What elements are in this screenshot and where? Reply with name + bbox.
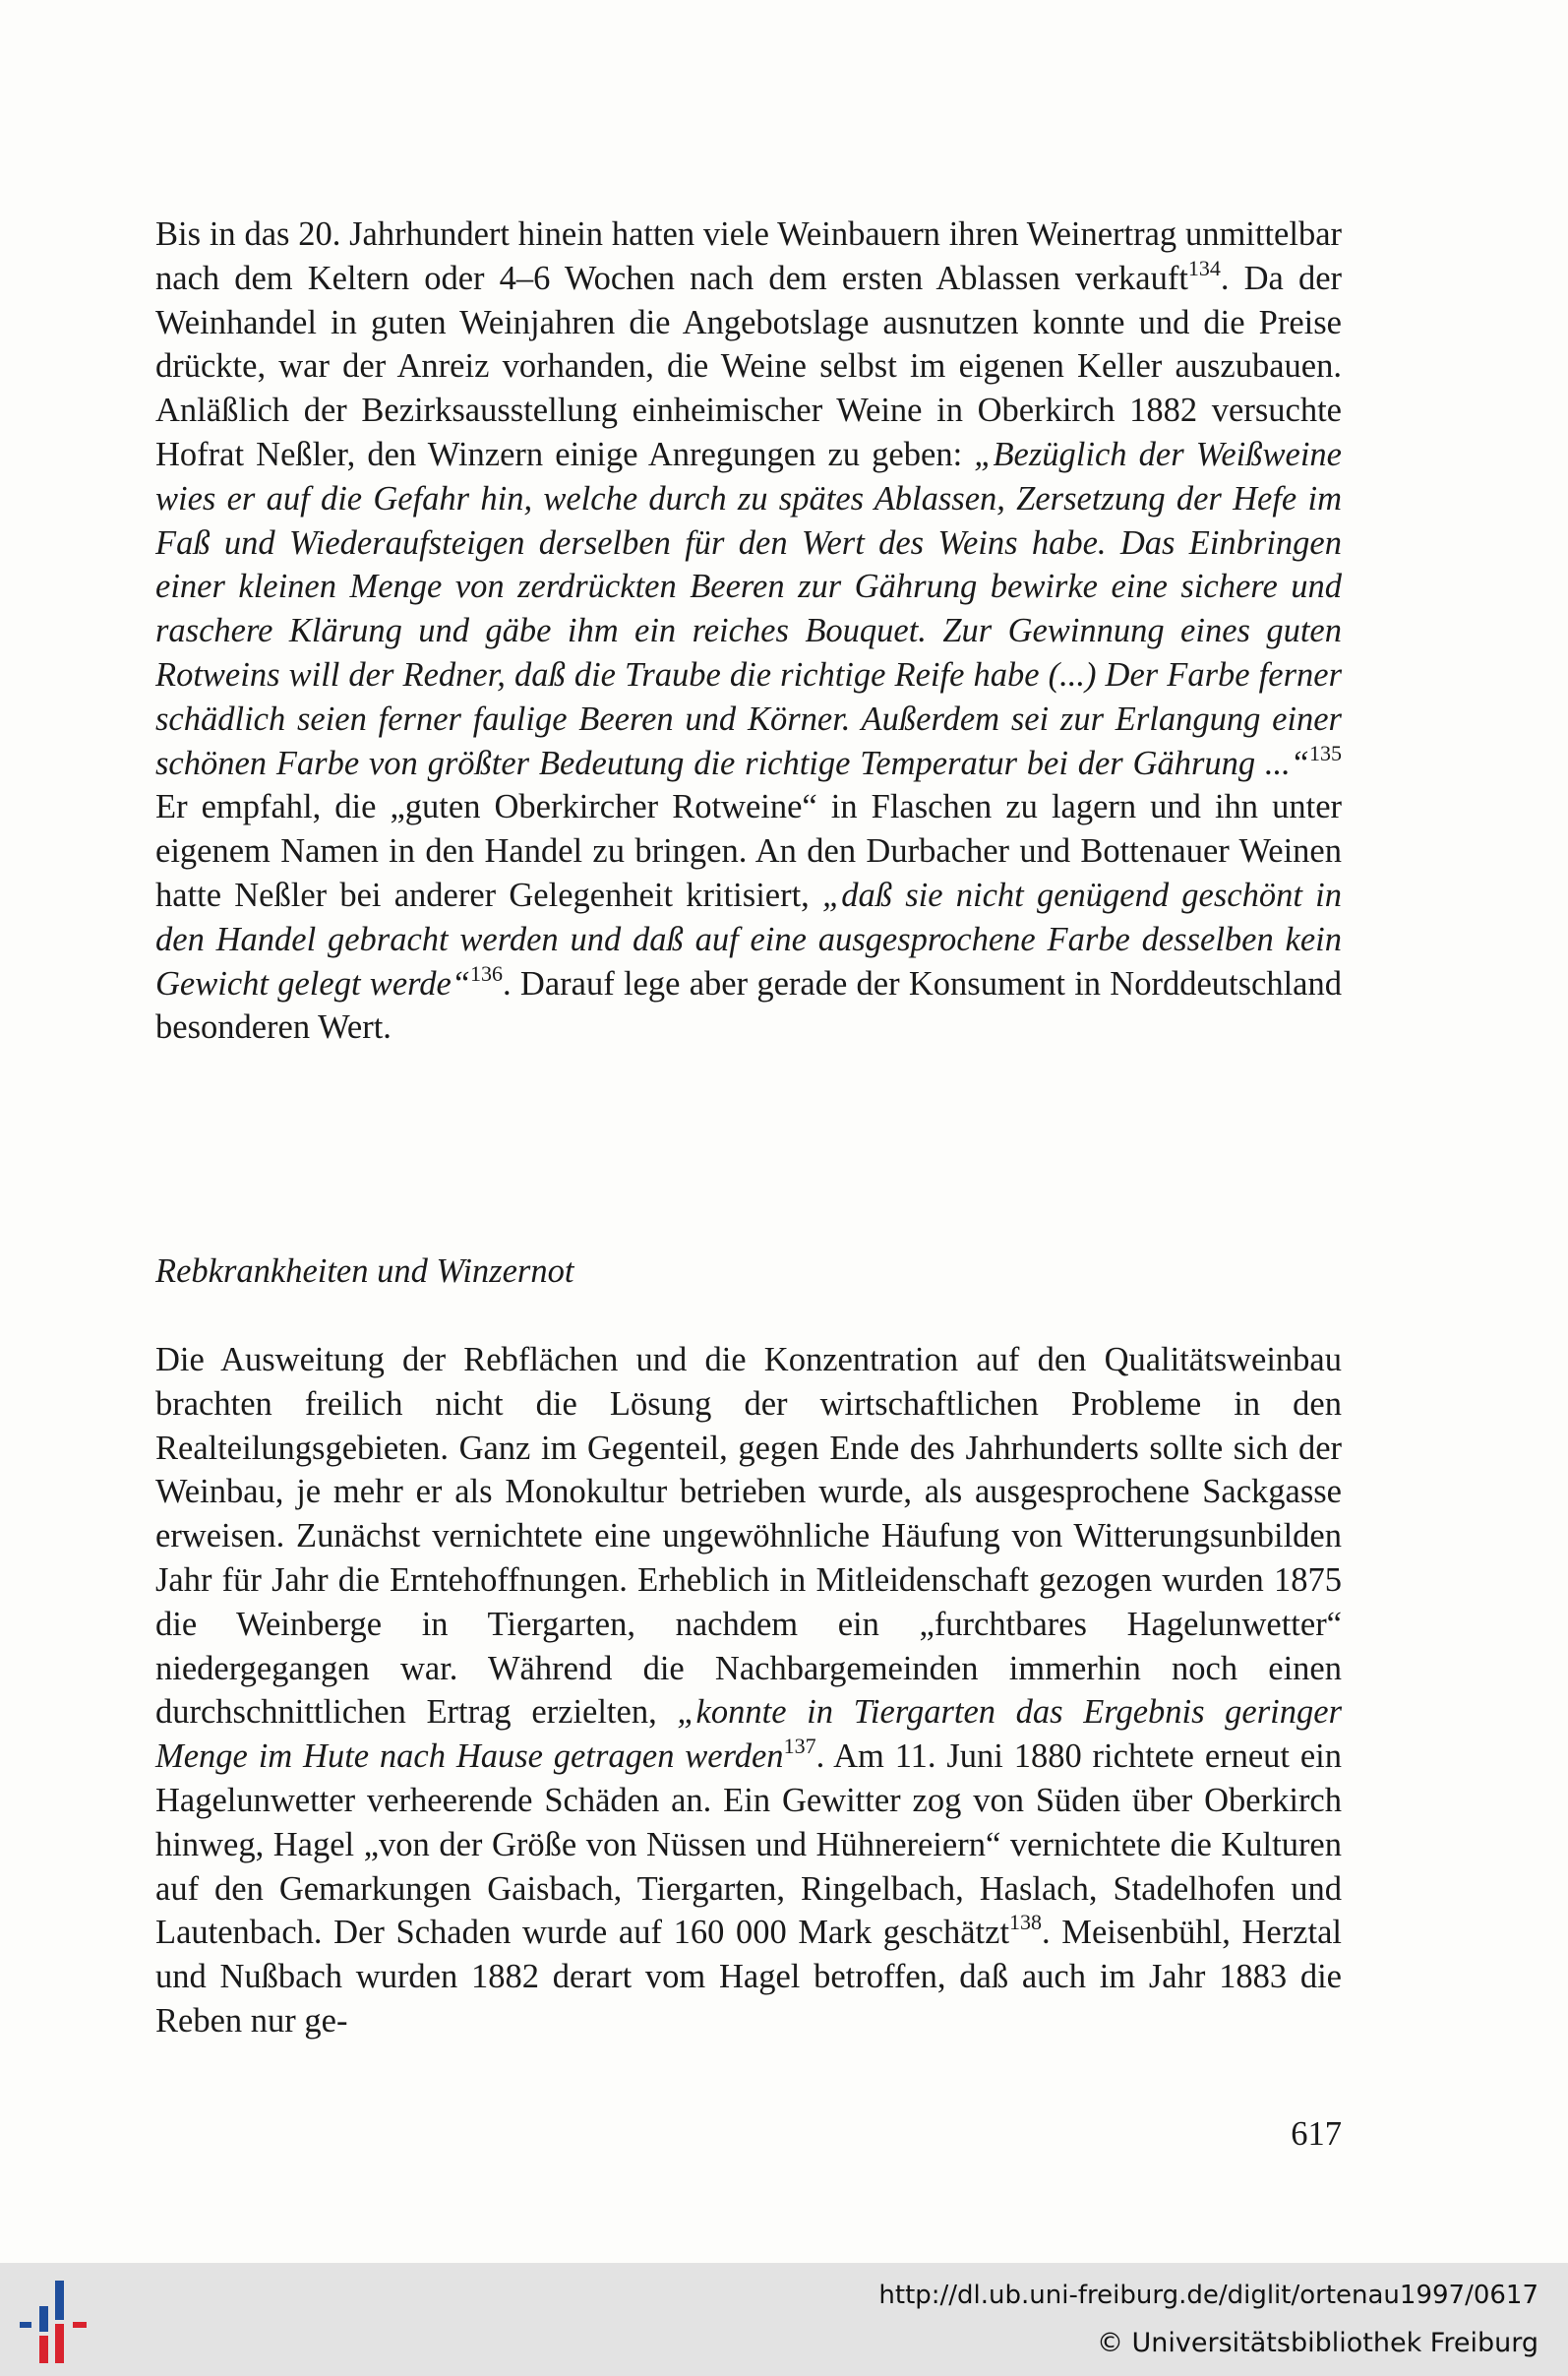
text-run: . Meisenbühl, Herztal und Nußbach wurden 1882 derart vom Hagel betroffen, daß auch im Jahr 1883 die Reben nur ge- [155,1914,1342,2040]
ub-freiburg-logo-icon [14,2277,102,2367]
footnote-ref: 134 [1187,255,1221,280]
footnote-ref: 135 [1309,740,1342,765]
text-run: . Am 11. Juni 1880 richtete erneut ein Hagelunwetter verheerende Schäden an. Ein Gewitter zog von Süden über Oberkirch hinweg, Hagel „von der Größe von Nüssen und Hühnereiern“ vernichtete die Kulturen auf den Gemarkungen Gaisbach, Tiergarten, Ringelbach, Haslach, Stadelhofen und Lautenbach. Der Schaden wurde auf 160 000 Mark geschätzt [155,1737,1343,1952]
permalink-url[interactable]: http://dl.ub.uni-freiburg.de/diglit/ortenau1997/0617 [878,2281,1538,2310]
section-heading: Rebkrankheiten und Winzernot [155,1252,574,1290]
quotation: „daß sie nicht genügend geschönt in den Handel gebracht werden und daß auf eine ausgesprochene Farbe desselben kein Gewicht gelegt werde“ [155,876,1343,1003]
text-run: Er empfahl, die „guten Oberkircher Rotweine“ in Flaschen zu lagern und ihn unter eigenem Namen in den Handel zu bringen. An den Durbacher und Bottenauer Weinen hatte Neßler bei anderer Gelegenheit kritisiert, [155,788,1342,914]
page-number: 617 [1291,2115,1342,2153]
body-paragraph-2 [155,1338,1342,2043]
body-paragraph-1 [155,213,1342,1050]
quotation: „Bezüglich der Weißweine wies er auf die Gefahr hin, welche durch zu spätes Ablassen, Zersetzung der Hefe im Faß und Wiederaufsteigen derselben für den Wert des Weins habe. Das Einbringen einer kleinen Menge von zerdrückten Beeren zur Gährung bewirke eine sichere und raschere Klärung und gäbe ihm ein reiches Bouquet. Zur Gewinnung eines guten Rotweins will der Redner, daß die Traube die richtige Reife habe (...) Der Farbe ferner schädlich seien ferner faulige Beeren und Körner. Außerdem sei zur Erlangung einer schönen Farbe von größter Bedeutung die richtige Temperatur bei der Gährung ...“ [155,435,1342,782]
copyright-notice: © Universitätsbibliothek Freiburg [1096,2328,1538,2358]
footer-bar [0,2263,1568,2376]
footnote-ref: 137 [783,1734,816,1759]
footnote-ref: 136 [470,960,504,986]
text-run: Die Ausweitung der Rebflächen und die Konzentration auf den Qualitätsweinbau brachten freilich nicht die Lösung der wirtschaftlichen Probleme in den Realteilungsgebieten. Ganz im Gegenteil, gegen Ende des Jahrhunderts sollte sich der Weinbau, je mehr er als Monokultur betrieben wurde, als ausgesprochene Sackgasse erweisen. Zunächst vernichtete eine ungewöhnliche Häufung von Witterungsunbilden Jahr für Jahr die Erntehoffnungen. Erheblich in Mitleidenschaft gezogen wurden 1875 die Weinberge in Tiergarten, nachdem ein „furchtbares Hagelunwetter“ niedergegangen war. Während die Nachbargemeinden immerhin noch einen durchschnittlichen Ertrag erzielten, [155,1341,1342,1732]
text-run: . Da der Weinhandel in guten Weinjahren die Angebotslage ausnutzen konnte und die Preise drückte, war der Anreiz vorhanden, die Weine selbst im eigenen Keller auszubauen. Anläßlich der Bezirksausstellung einheimischer Weine in Oberkirch 1882 versuchte Hofrat Neßler, den Winzern einige Anregungen zu geben: [155,259,1342,473]
footnote-ref: 138 [1009,1910,1043,1935]
text-run: Bis in das 20. Jahrhundert hinein hatten viele Weinbauern ihren Weinertrag unmittelbar nach dem Keltern oder 4–6 Wochen nach dem ersten Ablassen verkauft [155,215,1342,297]
quotation: „konnte in Tiergarten das Ergebnis geringer Menge im Hute nach Hause getragen werden [155,1693,1342,1776]
text-run: . Darauf lege aber gerade der Konsument in Norddeutschland besonderen Wert. [155,964,1342,1047]
